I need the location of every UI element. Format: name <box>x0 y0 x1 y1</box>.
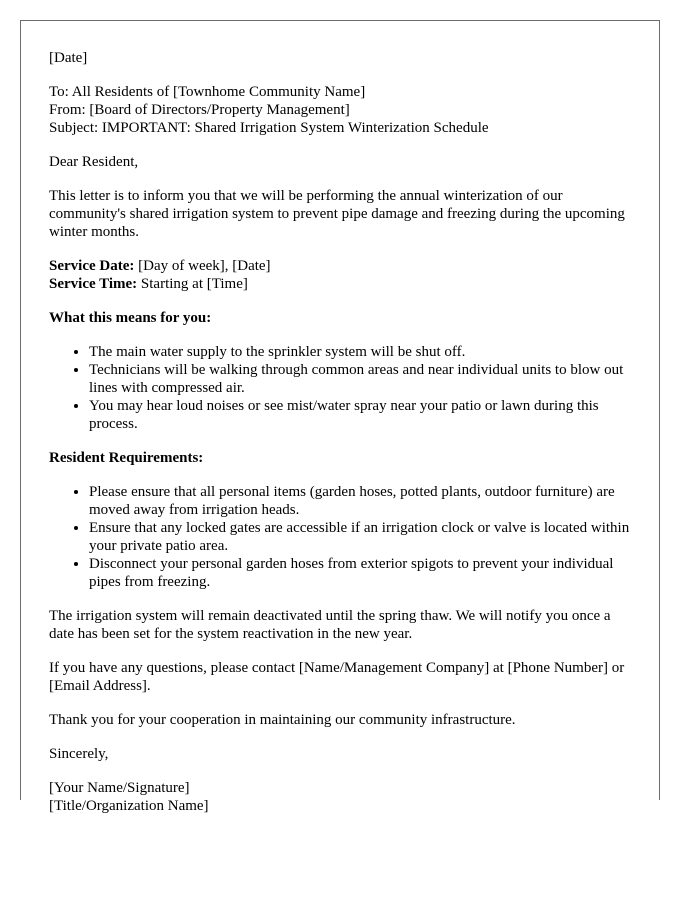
signature-line: [Your Name/Signature] <box>49 780 190 796</box>
closing: Sincerely, <box>49 746 109 762</box>
letter-page <box>20 20 660 814</box>
service-date-label: Service Date: <box>49 258 135 274</box>
subject-line: Subject: IMPORTANT: Shared Irrigation System Winterization Schedule <box>49 120 489 136</box>
letter-header-block <box>49 83 639 137</box>
list-item: • The main water supply to the sprinkler system will be shut off. <box>89 343 639 361</box>
contact-paragraph: If you have any questions, please contact [Name/Management Company] at [Phone Number] or [Email Address]. <box>49 660 625 694</box>
service-time-line <box>49 275 639 293</box>
list-item: • You may hear loud noises or see mist/water spray near your patio or lawn during this process. <box>89 397 639 433</box>
service-details <box>49 257 639 293</box>
deactivation-paragraph: The irrigation system will remain deactivated until the spring thaw. We will notify you once a date has been set for the system reactivation in the new year. <box>49 608 611 642</box>
list-item: • Technicians will be walking through common areas and near individual units to blow out lines with compressed air. <box>89 361 639 397</box>
letter-body <box>49 49 639 831</box>
from-line: From: [Board of Directors/Property Management] <box>49 102 350 118</box>
service-time-label: Service Time: <box>49 276 138 292</box>
intro-paragraph: This letter is to inform you that we will be performing the annual winterization of our community's shared irrigation system to prevent pipe damage and freezing during the upcoming winter months. <box>49 188 625 240</box>
means-heading: What this means for you: <box>49 310 212 326</box>
letter-date: [Date] <box>49 50 88 66</box>
thanks-paragraph: Thank you for your cooperation in maintaining our community infrastructure. <box>49 712 516 728</box>
service-date-line <box>49 257 639 275</box>
service-date-value: [Day of week], [Date] <box>134 258 271 274</box>
list-item: • Please ensure that all personal items (garden hoses, potted plants, outdoor furniture) are moved away from irrigation heads. <box>89 483 639 519</box>
greeting: Dear Resident, <box>49 154 139 170</box>
list-item: • Disconnect your personal garden hoses from exterior spigots to prevent your individual pipes from freezing. <box>89 555 639 591</box>
requirements-list <box>49 483 639 591</box>
service-time-value: Starting at [Time] <box>137 276 248 292</box>
signature-block <box>49 779 639 815</box>
to-line: To: All Residents of [Townhome Community Name] <box>49 84 366 100</box>
title-line: [Title/Organization Name] <box>49 798 209 814</box>
list-item: • Ensure that any locked gates are accessible if an irrigation clock or valve is located within your private patio area. <box>89 519 639 555</box>
means-list <box>49 343 639 433</box>
requirements-heading: Resident Requirements: <box>49 450 204 466</box>
